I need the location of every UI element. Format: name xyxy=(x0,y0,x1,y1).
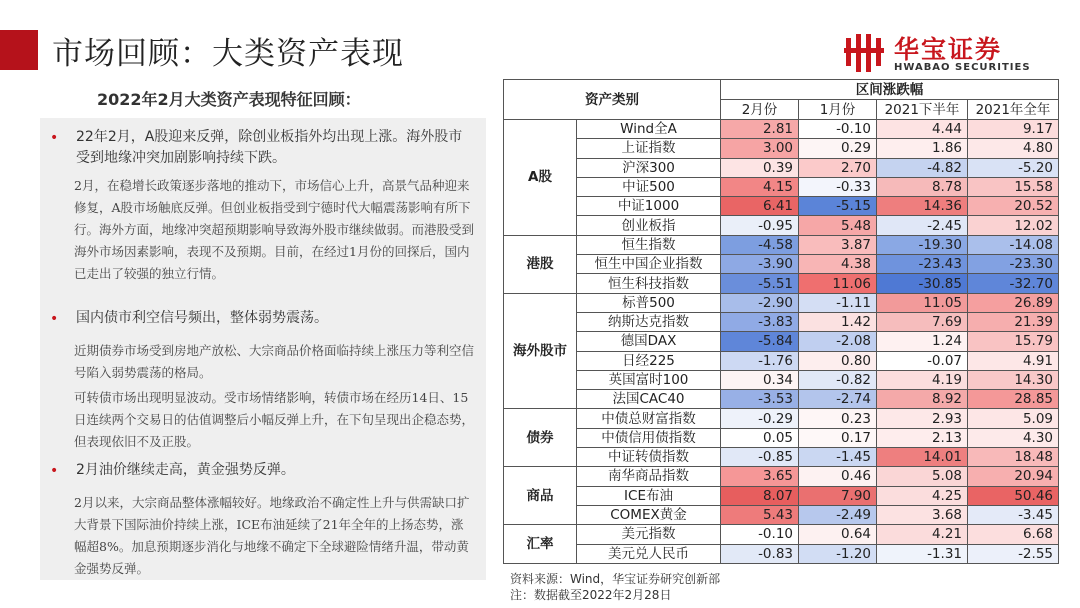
change-value: 14.30 xyxy=(968,370,1059,389)
change-value: -0.10 xyxy=(799,120,877,139)
column-header: 2021年全年 xyxy=(968,100,1059,120)
change-value: 6.68 xyxy=(968,525,1059,544)
change-value: 15.58 xyxy=(968,177,1059,196)
change-value: 5.09 xyxy=(968,409,1059,428)
change-value: -5.15 xyxy=(799,197,877,216)
change-value: 4.15 xyxy=(721,177,799,196)
change-value: -4.58 xyxy=(721,235,799,254)
asset-category: 汇率 xyxy=(504,525,577,564)
change-value: -2.74 xyxy=(799,390,877,409)
change-value: 8.92 xyxy=(877,390,968,409)
change-value: -19.30 xyxy=(877,235,968,254)
change-value: 2.13 xyxy=(877,428,968,447)
change-value: 5.48 xyxy=(799,216,877,235)
asset-name: COMEX黄金 xyxy=(577,505,721,524)
table-row xyxy=(504,293,1059,312)
table-row xyxy=(504,139,1059,158)
change-value: 5.08 xyxy=(877,467,968,486)
hwabao-logo xyxy=(842,30,1047,76)
paragraph-convertibles: 可转债市场出现明显波动。受市场情绪影响，转债市场在经历14日、15日连续两个交易日的估值调整后小幅反弹上升，在下旬呈现出企稳态势，但表现依旧不及正股。 xyxy=(74,390,475,449)
change-value: 18.48 xyxy=(968,448,1059,467)
change-value: 3.68 xyxy=(877,505,968,524)
change-value: 0.29 xyxy=(799,139,877,158)
change-value: 50.46 xyxy=(968,486,1059,505)
change-value: 0.23 xyxy=(799,409,877,428)
page-title: 市场回顾：大类资产表现 xyxy=(52,36,404,72)
asset-name: 中债信用债指数 xyxy=(577,428,721,447)
table-row xyxy=(504,177,1059,196)
asset-name: Wind全A xyxy=(577,120,721,139)
asset-name: 上证指数 xyxy=(577,139,721,158)
table-row xyxy=(504,525,1059,544)
asset-name: 恒生指数 xyxy=(577,235,721,254)
change-value: 9.17 xyxy=(968,120,1059,139)
table-row xyxy=(504,274,1059,293)
change-value: 0.46 xyxy=(799,467,877,486)
asset-name: 中债总财富指数 xyxy=(577,409,721,428)
change-value: 12.02 xyxy=(968,216,1059,235)
change-value: 0.80 xyxy=(799,351,877,370)
change-value: 7.69 xyxy=(877,312,968,331)
change-value: 4.21 xyxy=(877,525,968,544)
asset-name: 恒生中国企业指数 xyxy=(577,255,721,274)
change-value: 21.39 xyxy=(968,312,1059,331)
table-body xyxy=(504,120,1059,564)
change-value: 1.42 xyxy=(799,312,877,331)
asset-name: 中证1000 xyxy=(577,197,721,216)
change-value: 3.87 xyxy=(799,235,877,254)
change-value: 20.94 xyxy=(968,467,1059,486)
change-value: -0.29 xyxy=(721,409,799,428)
change-value: -23.30 xyxy=(968,255,1059,274)
change-value: -2.08 xyxy=(799,332,877,351)
table-row xyxy=(504,370,1059,389)
asset-name: 德国DAX xyxy=(577,332,721,351)
asset-name: 法国CAC40 xyxy=(577,390,721,409)
change-value: 20.52 xyxy=(968,197,1059,216)
asset-name: 英国富时100 xyxy=(577,370,721,389)
change-value: -1.11 xyxy=(799,293,877,312)
change-value: 4.30 xyxy=(968,428,1059,447)
change-value: -3.90 xyxy=(721,255,799,274)
change-value: 7.90 xyxy=(799,486,877,505)
change-value: 14.36 xyxy=(877,197,968,216)
bullet-commodities: 2月油价继续走高，黄金强势反弹。 xyxy=(76,462,295,478)
bullet-marker: • xyxy=(50,130,59,146)
change-value: 0.39 xyxy=(721,158,799,177)
table-row xyxy=(504,255,1059,274)
table-row xyxy=(504,467,1059,486)
change-value: 4.19 xyxy=(877,370,968,389)
asset-category: 债券 xyxy=(504,409,577,467)
change-value: 4.44 xyxy=(877,120,968,139)
change-value: -0.33 xyxy=(799,177,877,196)
asset-category: 海外股市 xyxy=(504,293,577,409)
change-value: 0.34 xyxy=(721,370,799,389)
table-row xyxy=(504,505,1059,524)
asset-performance-table xyxy=(503,79,1059,564)
change-value: 26.89 xyxy=(968,293,1059,312)
change-value: 3.00 xyxy=(721,139,799,158)
change-value: 4.80 xyxy=(968,139,1059,158)
change-value: -1.45 xyxy=(799,448,877,467)
change-value: -0.95 xyxy=(721,216,799,235)
change-value: 5.43 xyxy=(721,505,799,524)
change-value: -3.83 xyxy=(721,312,799,331)
change-value: -4.82 xyxy=(877,158,968,177)
change-value: 11.06 xyxy=(799,274,877,293)
change-value: -30.85 xyxy=(877,274,968,293)
change-value: 3.65 xyxy=(721,467,799,486)
change-value: -2.55 xyxy=(968,544,1059,563)
paragraph-commodities: 2月以来，大宗商品整体涨幅较好。地缘政治不确定性上升与供需缺口扩大背景下国际油价持续上涨，ICE布油延续了21年全年的上扬态势，涨幅超8%。加息预期逐步消化与地缘不确定下全球避险情绪升温，带动黄金强势反弹。 xyxy=(74,495,470,576)
change-value: 11.05 xyxy=(877,293,968,312)
change-value: 4.25 xyxy=(877,486,968,505)
table-row xyxy=(504,428,1059,447)
table-row xyxy=(504,312,1059,331)
paragraph-bonds: 近期债券市场受到房地产放松、大宗商品价格面临持续上涨压力等利空信号陷入弱势震荡的格局。 xyxy=(74,343,475,380)
table-row xyxy=(504,390,1059,409)
table-row xyxy=(504,486,1059,505)
asset-name: ICE布油 xyxy=(577,486,721,505)
bullet-bonds: 国内债市利空信号频出，整体弱势震荡。 xyxy=(76,310,328,326)
change-value: 8.07 xyxy=(721,486,799,505)
asset-category: A股 xyxy=(504,120,577,236)
asset-name: 沪深300 xyxy=(577,158,721,177)
asset-category: 港股 xyxy=(504,235,577,293)
change-value: 8.78 xyxy=(877,177,968,196)
change-value: 1.86 xyxy=(877,139,968,158)
change-value: -2.49 xyxy=(799,505,877,524)
change-value: -5.20 xyxy=(968,158,1059,177)
change-value: -0.07 xyxy=(877,351,968,370)
change-value: 4.38 xyxy=(799,255,877,274)
column-header: 1月份 xyxy=(799,100,877,120)
table-row xyxy=(504,409,1059,428)
logo-chinese-name: 华宝证券 xyxy=(894,35,1003,64)
table-row xyxy=(504,120,1059,139)
change-value: 2.93 xyxy=(877,409,968,428)
asset-name: 恒生科技指数 xyxy=(577,274,721,293)
bullet-equities: 22年2月，A股迎来反弹，除创业板指外均出现上涨。海外股市受到地缘冲突加剧影响持续下跌。 xyxy=(76,129,463,166)
asset-name: 中证500 xyxy=(577,177,721,196)
change-value: -5.51 xyxy=(721,274,799,293)
header-range-change: 区间涨跌幅 xyxy=(721,80,1059,100)
summary-panel xyxy=(40,118,486,580)
table-row xyxy=(504,158,1059,177)
paragraph-equities: 2月，在稳增长政策逐步落地的推动下，市场信心上升，高景气品种迎来修复，A股市场触底反弹。但创业板指受到宁德时代大幅震荡影响有所下行。海外方面，地缘冲突超预期影响导致海外股市继续做弱。而港股受到海外市场因素影响，表现不及预期。目前，在经过1月份的回探后，国内已走出了较强的独立行情。 xyxy=(74,178,475,281)
table-row xyxy=(504,235,1059,254)
change-value: -1.20 xyxy=(799,544,877,563)
section-subtitle: 2022年2月大类资产表现特征回顾： xyxy=(97,90,361,109)
asset-name: 标普500 xyxy=(577,293,721,312)
change-value: -1.76 xyxy=(721,351,799,370)
column-header: 2月份 xyxy=(721,100,799,120)
change-value: 28.85 xyxy=(968,390,1059,409)
change-value: 2.70 xyxy=(799,158,877,177)
table-row xyxy=(504,216,1059,235)
data-note: 注：数据截至2022年2月28日 xyxy=(510,588,672,602)
asset-name: 纳斯达克指数 xyxy=(577,312,721,331)
table-row xyxy=(504,197,1059,216)
change-value: 15.79 xyxy=(968,332,1059,351)
asset-name: 日经225 xyxy=(577,351,721,370)
data-source: 资料来源：Wind，华宝证券研究创新部 xyxy=(510,572,721,586)
change-value: -5.84 xyxy=(721,332,799,351)
change-value: -3.45 xyxy=(968,505,1059,524)
change-value: 0.17 xyxy=(799,428,877,447)
change-value: -0.83 xyxy=(721,544,799,563)
asset-name: 美元兑人民币 xyxy=(577,544,721,563)
column-header: 2021下半年 xyxy=(877,100,968,120)
table-row xyxy=(504,332,1059,351)
change-value: -32.70 xyxy=(968,274,1059,293)
change-value: -3.53 xyxy=(721,390,799,409)
table-row xyxy=(504,544,1059,563)
bullet-marker: • xyxy=(50,311,59,327)
change-value: -2.45 xyxy=(877,216,968,235)
change-value: -23.43 xyxy=(877,255,968,274)
change-value: 1.24 xyxy=(877,332,968,351)
table-row xyxy=(504,351,1059,370)
change-value: 2.81 xyxy=(721,120,799,139)
asset-name: 创业板指 xyxy=(577,216,721,235)
change-value: -0.85 xyxy=(721,448,799,467)
hwabao-logo-icon xyxy=(842,32,886,74)
table-row xyxy=(504,448,1059,467)
asset-name: 美元指数 xyxy=(577,525,721,544)
change-value: -14.08 xyxy=(968,235,1059,254)
asset-category: 商品 xyxy=(504,467,577,525)
change-value: 14.01 xyxy=(877,448,968,467)
change-value: 6.41 xyxy=(721,197,799,216)
bullet-marker: • xyxy=(50,463,59,479)
asset-name: 南华商品指数 xyxy=(577,467,721,486)
change-value: -1.31 xyxy=(877,544,968,563)
change-value: -0.10 xyxy=(721,525,799,544)
asset-name: 中证转债指数 xyxy=(577,448,721,467)
change-value: 0.05 xyxy=(721,428,799,447)
header-asset-class: 资产类别 xyxy=(504,80,721,120)
change-value: 0.64 xyxy=(799,525,877,544)
change-value: -0.82 xyxy=(799,370,877,389)
logo-english-name: HWABAO SECURITIES xyxy=(894,62,1031,73)
change-value: 4.91 xyxy=(968,351,1059,370)
title-accent-bar xyxy=(0,30,38,70)
change-value: -2.90 xyxy=(721,293,799,312)
